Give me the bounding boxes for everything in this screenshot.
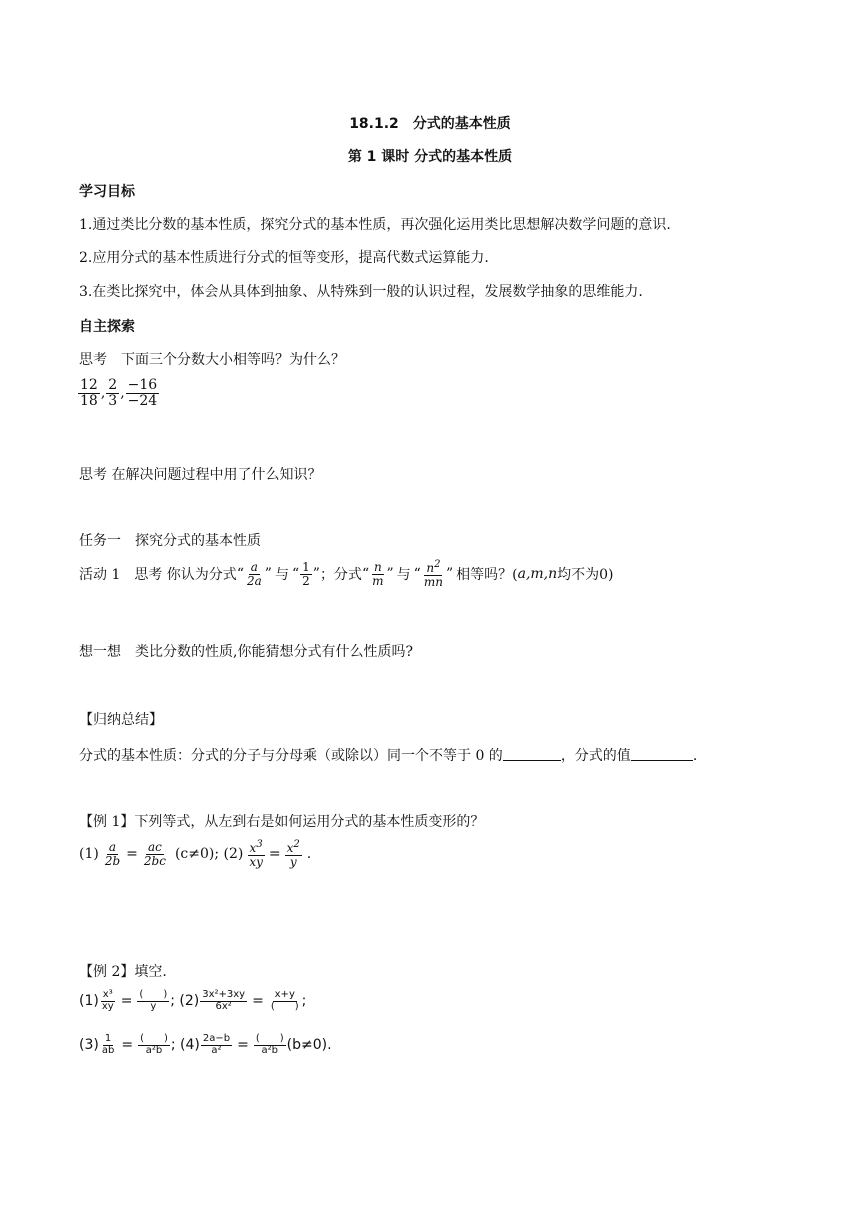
example1-heading: 【例 1】下列等式，从左到右是如何运用分式的基本性质变形的？	[79, 814, 485, 830]
page-subtitle: 第 1 课时 分式的基本性质	[347, 149, 513, 165]
fraction-2-3: $\frac{2}{3}$	[108, 377, 118, 409]
page-title: 18.1.2 分式的基本性质	[349, 116, 511, 132]
fraction-neg16-neg24: $\frac{-16}{-24}$	[127, 377, 158, 409]
activity-lead: 活动 1 思考 你认为分式	[79, 567, 237, 584]
example2-heading: 【例 2】填空.	[79, 964, 167, 980]
eq2-right-fraction[interactable]: $\frac{x+y}{( )}$	[270, 989, 299, 1012]
summary-heading: 【归纳总结】	[79, 712, 163, 728]
answer-blank-1[interactable]	[503, 747, 561, 761]
summary-text: 分式的基本性质：分式的分子与分母乘（或除以）同一个不等于 0 的 ，分式的值 .	[79, 748, 698, 764]
eq3-left-fraction: $\frac{1}{ab}$	[101, 1033, 115, 1056]
fraction-12-18: $\frac{12}{18}$	[80, 377, 98, 409]
guess-question: 想一想 类比分数的性质,你能猜想分式有什么性质吗?	[79, 644, 413, 660]
fraction-x2-y: $\frac{x^2}{y}$	[286, 839, 300, 869]
eq3-right-fraction[interactable]: $\frac{( )}{\text{a²b}}$	[140, 1033, 168, 1056]
goals-heading: 学习目标	[79, 184, 135, 200]
fraction-a-2a: $\frac{a}{2a}$	[246, 560, 262, 588]
eq4-left-fraction: $\frac{2a-b}{\text{a²}}$	[202, 1033, 231, 1056]
goal-item-2: 2.应用分式的基本性质进行分式的恒等变形，提高代数式运算能力.	[79, 250, 489, 266]
example2-row-2: (3) $\frac{1}{ab}$ = $\frac{( )}{\text{a²b}}$ ; (4) $\frac{2a-b}{\text{a²}}$ = $\frac{( )}{\text{a²b}}$ (b≠0) .	[79, 1033, 332, 1056]
goal-item-3: 3.在类比探究中，体会从具体到抽象、从特殊到一般的认识过程，发展数学抽象的思维能力.	[79, 284, 643, 300]
explore-heading: 自主探索	[79, 319, 135, 335]
example2-row-1: (1) $\frac{\text{x³}}{xy}$ = $\frac{( )}{y}$ ; (2) $\frac{\text{3x²+3xy}}{\text{6x²}}$ = $\frac{x+y}{( )}$ ;	[79, 989, 307, 1012]
three-fractions: $\frac{12}{18}$ , $\frac{2}{3}$ , $\frac{-16}{-24}$	[80, 377, 158, 409]
fraction-x3-xy: $\frac{x^3}{xy}$	[249, 839, 263, 869]
goal-item-1: 1.通过类比分数的基本性质，探究分式的基本性质，再次强化运用类比思想解决数学问题的意识.	[79, 217, 671, 233]
answer-blank-2[interactable]	[631, 747, 693, 761]
fraction-ac-2bc: $\frac{ac}{2bc}$	[143, 840, 166, 868]
example1-equations: (1) $\frac{a}{2b}$ = $\frac{ac}{2bc}$ (c≠0) ; (2) $\frac{x^3}{xy}$ = $\frac{x^2}{y}$ .	[79, 839, 312, 869]
eq2-left-fraction: $\frac{\text{3x²+3xy}}{\text{6x²}}$	[202, 989, 246, 1012]
fraction-1-2: $\frac{1}{2}$	[302, 560, 310, 588]
activity-1: 活动 1 思考 你认为分式 “ $\frac{a}{2a}$ ” 与 “ $\frac{1}{2}$ ” ；分式 “ $\frac{n}{m}$ ” 与 “ $\frac{n^2}{mn}$ ” 相等吗？( a,m,n 均不为0)	[79, 559, 614, 589]
task1-title: 任务一 探究分式的基本性质	[79, 533, 261, 549]
think-question-1: 思考 下面三个分数大小相等吗？为什么？	[79, 352, 345, 368]
fraction-n2-mn: $\frac{n^2}{mn}$	[423, 559, 443, 589]
think-question-2: 思考 在解决问题过程中用了什么知识？	[79, 467, 322, 483]
eq1-right-fraction[interactable]: $\frac{( )}{y}$	[139, 989, 168, 1012]
fraction-a-2b: $\frac{a}{2b}$	[104, 840, 121, 868]
fraction-n-m: $\frac{n}{m}$	[372, 560, 384, 588]
eq4-right-fraction[interactable]: $\frac{( )}{\text{a²b}}$	[255, 1033, 284, 1056]
eq1-left-fraction: $\frac{\text{x³}}{xy}$	[101, 989, 114, 1012]
